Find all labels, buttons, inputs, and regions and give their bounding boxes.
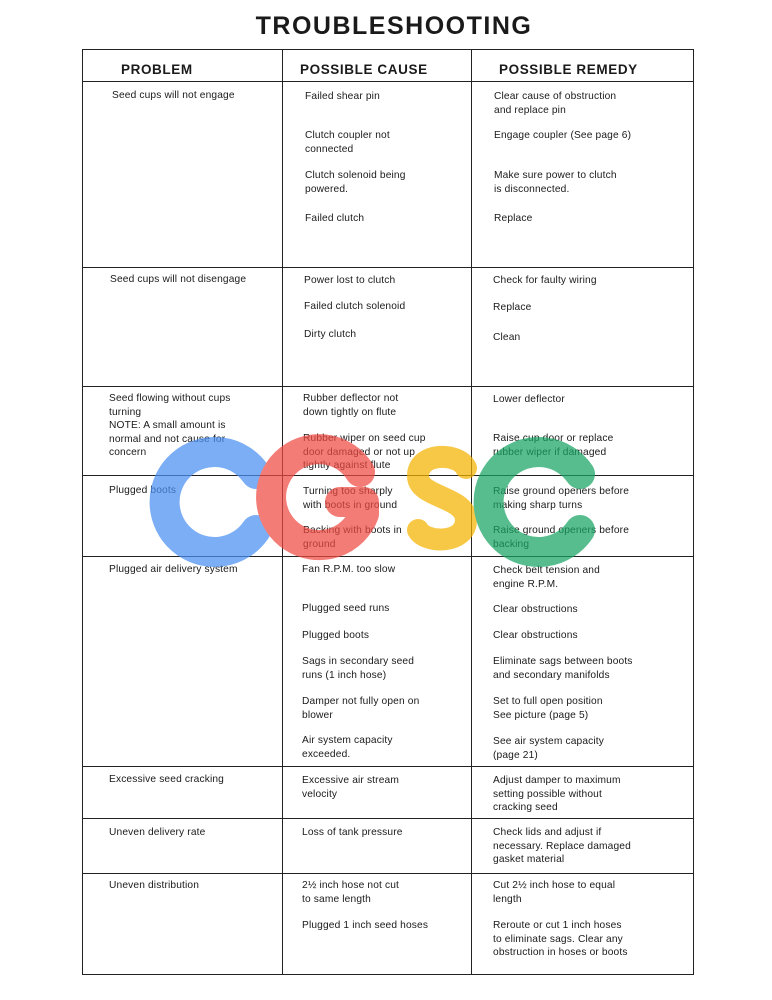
remedy-cell: Raise cup door or replace rubber wiper if damaged bbox=[493, 433, 614, 458]
remedy-cell: Replace bbox=[493, 302, 532, 313]
remedy-cell: Raise ground openers before backing bbox=[493, 525, 630, 550]
column-divider bbox=[282, 50, 283, 974]
remedy-cell: Make sure power to clutch is disconnected. bbox=[494, 170, 617, 195]
cause-cell: Failed shear pin bbox=[305, 91, 380, 102]
row-divider bbox=[83, 818, 693, 819]
problem-cell: Uneven delivery rate bbox=[109, 827, 206, 838]
cause-cell: Rubber wiper on seed cup door damaged or not up tightly against flute bbox=[303, 433, 426, 471]
remedy-cell: Eliminate sags between boots and secondary manifolds bbox=[493, 656, 633, 681]
row-divider bbox=[83, 556, 693, 557]
row-divider bbox=[83, 766, 693, 767]
cause-cell: Turning too sharply with boots in ground bbox=[303, 486, 398, 511]
cause-cell: Clutch solenoid being powered. bbox=[305, 170, 406, 195]
header-problem: PROBLEM bbox=[121, 62, 193, 77]
page-title: TROUBLESHOOTING bbox=[255, 12, 533, 40]
troubleshooting-table bbox=[82, 49, 694, 975]
remedy-cell: Adjust damper to maximum setting possible without cracking seed bbox=[493, 775, 621, 813]
cause-cell: Sags in secondary seed runs (1 inch hose) bbox=[302, 656, 415, 681]
remedy-cell: Check for faulty wiring bbox=[493, 275, 597, 286]
remedy-cell: Replace bbox=[494, 213, 533, 224]
problem-cell: Uneven distribution bbox=[109, 880, 200, 891]
header-divider bbox=[83, 81, 693, 82]
cause-cell: Fan R.P.M. too slow bbox=[302, 564, 396, 575]
cause-cell: Power lost to clutch bbox=[304, 275, 396, 286]
problem-cell: Seed flowing without cups turning NOTE: A small amount is normal and not cause for concern bbox=[109, 393, 231, 458]
problem-cell: Excessive seed cracking bbox=[109, 774, 224, 785]
cause-cell: Plugged seed runs bbox=[302, 603, 390, 614]
remedy-cell: Cut 2½ inch hose to equal length bbox=[493, 880, 616, 905]
remedy-cell: Lower deflector bbox=[493, 394, 565, 405]
cause-cell: Rubber deflector not down tightly on flute bbox=[303, 393, 399, 418]
cause-cell: Failed clutch bbox=[305, 213, 365, 224]
cause-cell: Dirty clutch bbox=[304, 329, 357, 340]
remedy-cell: Set to full open position See picture (page 5) bbox=[493, 696, 603, 721]
remedy-cell: Reroute or cut 1 inch hoses to eliminate sags. Clear any obstruction in hoses or boots bbox=[493, 920, 628, 958]
remedy-cell: Raise ground openers before making sharp turns bbox=[493, 486, 630, 511]
cause-cell: 2½ inch hose not cut to same length bbox=[302, 880, 400, 905]
cause-cell: Damper not fully open on blower bbox=[302, 696, 420, 721]
cause-cell: Loss of tank pressure bbox=[302, 827, 403, 838]
header-possible-cause: POSSIBLE CAUSE bbox=[300, 62, 428, 77]
problem-cell: Plugged air delivery system bbox=[109, 564, 238, 575]
cause-cell: Backing with boots in ground bbox=[303, 525, 402, 550]
cause-cell: Failed clutch solenoid bbox=[304, 301, 406, 312]
column-divider bbox=[471, 50, 472, 974]
cause-cell: Plugged 1 inch seed hoses bbox=[302, 920, 429, 931]
header-possible-remedy: POSSIBLE REMEDY bbox=[499, 62, 638, 77]
remedy-cell: Clear obstructions bbox=[493, 604, 578, 615]
remedy-cell: See air system capacity (page 21) bbox=[493, 736, 605, 761]
row-divider bbox=[83, 475, 693, 476]
remedy-cell: Clear cause of obstruction and replace pin bbox=[494, 91, 617, 116]
row-divider bbox=[83, 267, 693, 268]
remedy-cell: Clear obstructions bbox=[493, 630, 578, 641]
problem-cell: Seed cups will not disengage bbox=[110, 274, 247, 285]
row-divider bbox=[83, 873, 693, 874]
cause-cell: Clutch coupler not connected bbox=[305, 130, 390, 155]
row-divider bbox=[83, 386, 693, 387]
remedy-cell: Clean bbox=[493, 332, 521, 343]
cause-cell: Air system capacity exceeded. bbox=[302, 735, 393, 760]
remedy-cell: Check lids and adjust if necessary. Replace damaged gasket material bbox=[493, 827, 631, 865]
problem-cell: Seed cups will not engage bbox=[112, 90, 235, 101]
cause-cell: Plugged boots bbox=[302, 630, 370, 641]
remedy-cell: Check belt tension and engine R.P.M. bbox=[493, 565, 600, 590]
cause-cell: Excessive air stream velocity bbox=[302, 775, 399, 800]
problem-cell: Plugged boots bbox=[109, 485, 177, 496]
remedy-cell: Engage coupler (See page 6) bbox=[494, 130, 632, 141]
